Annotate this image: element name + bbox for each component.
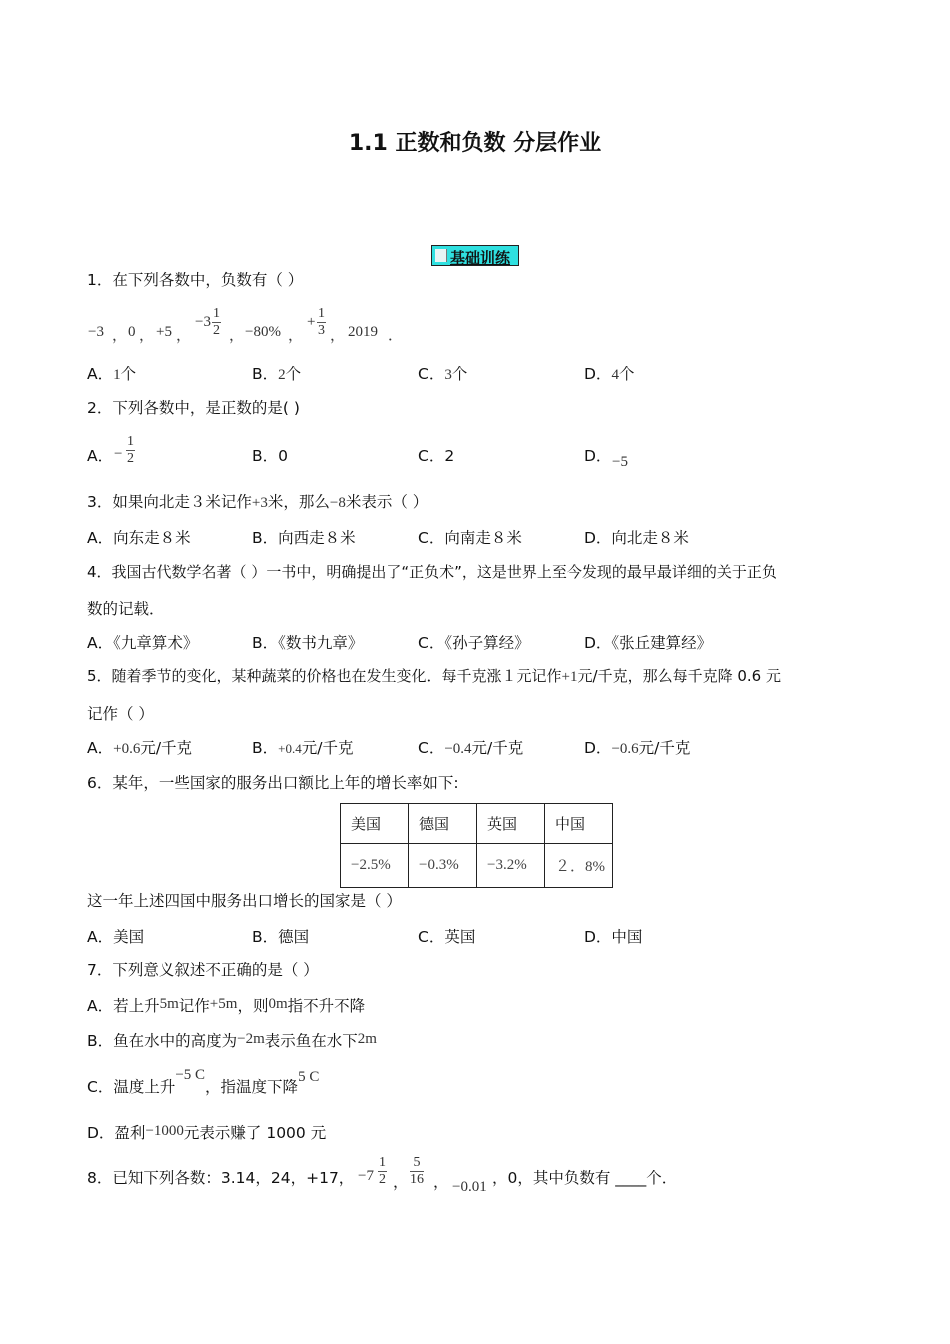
- option-d[interactable]: D．向北走８米: [584, 529, 689, 547]
- option-value: 4: [611, 367, 619, 383]
- text: ，指温度下降: [205, 1078, 299, 1096]
- option-value: 1: [113, 367, 121, 383]
- option-unit: 元/千克: [638, 739, 691, 757]
- fraction-sign: −: [114, 446, 123, 462]
- option-d[interactable]: D．《张丘建算经》: [584, 634, 713, 652]
- option-unit: 个: [120, 365, 137, 383]
- text: C．温度上升: [87, 1078, 176, 1096]
- option-label: B．: [252, 365, 279, 383]
- fraction-numerator: 1: [127, 434, 134, 449]
- question-8-tail: ，0，其中负数有 ____个．: [492, 1169, 678, 1187]
- math-value: 0m: [268, 996, 288, 1012]
- question-2-stem: 2．下列各数中，是正数的是( ): [87, 399, 300, 417]
- option-unit: 个: [618, 365, 635, 383]
- separator: ，: [176, 328, 192, 344]
- option-label: A．: [87, 365, 114, 383]
- fraction-denominator: 2: [213, 323, 220, 338]
- question-7-stem: 7．下列意义叙述不正确的是（ ）: [87, 961, 319, 979]
- option-b[interactable]: B．德国: [252, 928, 310, 946]
- math-value: +3: [251, 495, 268, 511]
- text: A．若上升: [87, 997, 160, 1015]
- option-d[interactable]: [87, 1123, 326, 1144]
- separator: ，: [139, 328, 155, 344]
- text: B．鱼在水中的高度为: [87, 1032, 238, 1050]
- option-b[interactable]: B．向西走８米: [252, 529, 356, 547]
- separator: ，: [288, 328, 304, 344]
- question-8-stem: 8．已知下列各数：3.14，24，+17，: [87, 1169, 355, 1187]
- text: 米表示（ ）: [345, 493, 429, 511]
- separator: ，: [330, 328, 346, 344]
- table-header-row: [341, 804, 613, 844]
- text: 米，那么: [267, 493, 330, 511]
- question-5-stem-line2: 记作（ ）: [87, 705, 154, 723]
- option-d[interactable]: [584, 364, 634, 385]
- option-c[interactable]: [418, 364, 467, 385]
- fraction-numerator: 1: [213, 306, 220, 321]
- fraction-denominator: 2: [379, 1172, 386, 1187]
- question-5-stem: [87, 666, 781, 687]
- number-item: +5: [156, 324, 172, 340]
- separator: ，: [229, 328, 245, 344]
- text: 表示鱼在水下: [264, 1032, 358, 1050]
- option-b[interactable]: B．0: [252, 447, 288, 465]
- fraction-numerator: 5: [410, 1155, 424, 1172]
- text: 元/千克，那么每千克降 0.6 元: [577, 667, 781, 685]
- option-value: 2: [278, 367, 286, 383]
- option-c[interactable]: C．向南走８米: [418, 529, 522, 547]
- fraction: [212, 306, 221, 339]
- fraction: [410, 1155, 424, 1188]
- option-a[interactable]: [87, 738, 192, 759]
- math-value: +5m: [209, 996, 238, 1012]
- fraction-denominator: 2: [127, 451, 134, 466]
- option-a[interactable]: A．美国: [87, 928, 145, 946]
- growth-rate-table: [340, 803, 613, 888]
- math-value: +1: [561, 669, 578, 685]
- option-a[interactable]: A．向东走８米: [87, 529, 191, 547]
- option-unit: 元/千克: [471, 739, 524, 757]
- table-cell: ２．8%: [545, 844, 613, 888]
- math-value: −0.01: [452, 1179, 487, 1195]
- option-a[interactable]: [87, 364, 136, 385]
- text: 3．如果向北走３米记作: [87, 493, 252, 511]
- table-header-cell: 中国: [545, 804, 613, 844]
- option-c[interactable]: [418, 738, 523, 759]
- option-value: −0.6: [611, 741, 639, 757]
- section-badge: [431, 245, 519, 266]
- option-label: C．: [418, 739, 445, 757]
- text: 5．随着季节的变化，某种蔬菜的价格也在发生变化．每千克涨１元记作: [87, 667, 562, 685]
- option-label: B．: [252, 739, 279, 757]
- option-c[interactable]: C．《孙子算经》: [418, 634, 530, 652]
- fraction-whole: −3: [195, 314, 211, 330]
- fraction-numerator: 1: [379, 1155, 386, 1170]
- fraction: [126, 434, 135, 467]
- option-b[interactable]: [252, 364, 301, 385]
- text: 指不升不降: [287, 997, 366, 1015]
- number-item: −3: [88, 324, 104, 340]
- option-value: +0.4: [278, 741, 302, 756]
- table-cell: −2.5%: [341, 844, 409, 888]
- option-label: A．: [87, 447, 114, 465]
- page-title: 1.1 正数和负数 分层作业: [348, 131, 602, 156]
- table-header-cell: 英国: [477, 804, 545, 844]
- option-unit: 元/千克: [140, 739, 193, 757]
- math-value: −1000: [145, 1123, 184, 1139]
- text: 元表示赚了 1000 元: [183, 1124, 327, 1142]
- option-b[interactable]: [87, 1031, 377, 1052]
- option-value: +0.6: [113, 741, 141, 757]
- text: 记作: [178, 997, 210, 1015]
- option-label: D．: [584, 365, 612, 383]
- table-cell: −3.2%: [477, 844, 545, 888]
- table-header-cell: 德国: [409, 804, 477, 844]
- separator: ，: [433, 1173, 449, 1191]
- option-value: 3: [444, 367, 452, 383]
- math-value: −8: [329, 495, 346, 511]
- option-unit: 个: [285, 365, 302, 383]
- option-d[interactable]: [584, 738, 690, 759]
- fraction-denominator: 16: [410, 1172, 424, 1187]
- option-label: C．: [418, 365, 445, 383]
- table-cell: −0.3%: [409, 844, 477, 888]
- table-header-cell: 美国: [341, 804, 409, 844]
- option-d[interactable]: [584, 446, 611, 466]
- question-6-question: 这一年上述四国中服务出口增长的国家是（ ）: [87, 892, 402, 910]
- option-c[interactable]: C．2: [418, 447, 455, 465]
- separator: ，: [112, 328, 128, 344]
- option-d[interactable]: D．中国: [584, 928, 643, 946]
- math-value: 5 C: [298, 1069, 320, 1085]
- option-a[interactable]: [87, 446, 113, 466]
- option-b[interactable]: B．《数书九章》: [252, 634, 364, 652]
- option-label: A．: [87, 739, 114, 757]
- number-item: 2019: [348, 324, 378, 340]
- badge-square-icon: [435, 249, 447, 262]
- end-mark: ．: [388, 328, 404, 344]
- option-c[interactable]: [87, 1067, 320, 1098]
- fraction: [317, 306, 326, 339]
- option-unit: 元/千克: [301, 739, 354, 757]
- option-b[interactable]: [252, 738, 353, 759]
- number-item: −80%: [245, 324, 281, 340]
- option-value: −0.4: [444, 741, 472, 757]
- math-value: −5 C: [175, 1067, 206, 1083]
- option-a[interactable]: [87, 996, 365, 1017]
- option-label: D．: [584, 739, 612, 757]
- question-4-stem-line2: 数的记载．: [87, 600, 165, 618]
- fraction-sign: +: [307, 314, 316, 330]
- math-value: 5m: [159, 996, 179, 1012]
- question-6-stem: 6．某年，一些国家的服务出口额比上年的增长率如下:: [87, 774, 459, 792]
- math-value: 2m: [357, 1031, 377, 1047]
- option-value: −5: [612, 454, 628, 470]
- option-label: D．: [584, 447, 612, 465]
- option-c[interactable]: C．英国: [418, 928, 476, 946]
- option-unit: 个: [451, 365, 468, 383]
- question-1-stem: 1．在下列各数中，负数有（ ）: [87, 271, 304, 289]
- question-3-stem: [87, 492, 428, 513]
- table-row: [341, 844, 613, 888]
- fraction-whole: −7: [358, 1168, 374, 1184]
- separator: ，: [393, 1173, 409, 1191]
- fraction-numerator: 1: [318, 306, 325, 321]
- fraction: [378, 1155, 387, 1188]
- section-label: 基础训练: [450, 249, 511, 267]
- text: ，则: [237, 997, 269, 1015]
- fraction-denominator: 3: [318, 323, 325, 338]
- option-a[interactable]: A．《九章算术》: [87, 634, 199, 652]
- math-value: −2m: [237, 1031, 265, 1047]
- text: D．盈利: [87, 1124, 146, 1142]
- number-item: 0: [128, 324, 136, 340]
- question-4-stem: 4．我国古代数学名著（ ）一书中，明确提出了“正负术”，这是世界上至今发现的最早最详细的关于正负: [87, 563, 777, 581]
